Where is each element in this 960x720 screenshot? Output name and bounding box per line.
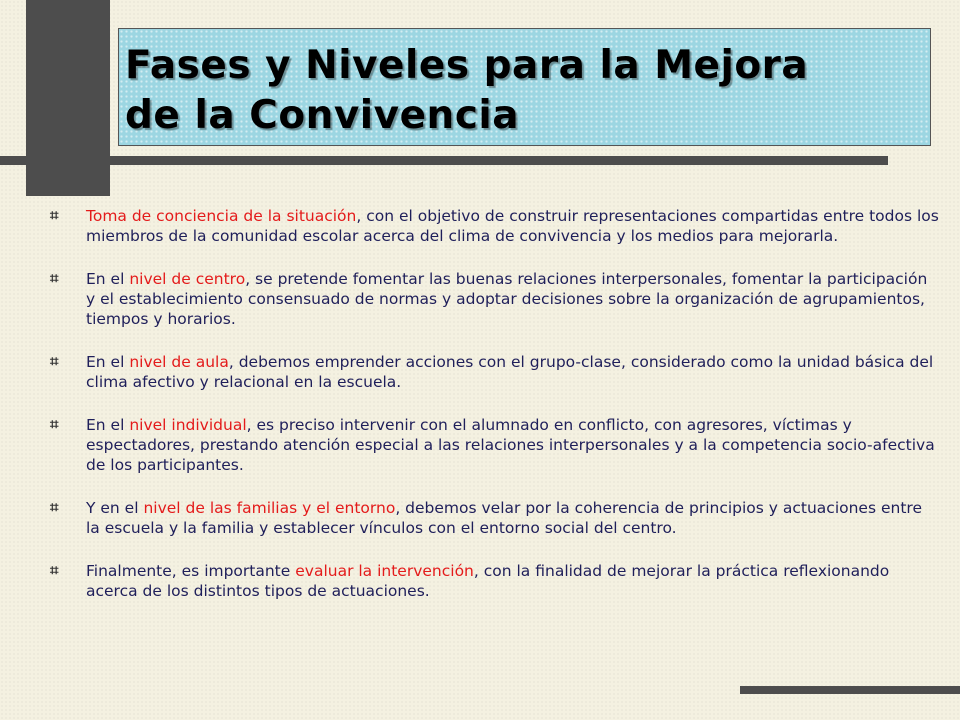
- decorative-horizontal-bar: [0, 156, 888, 165]
- bullet-highlight: nivel de centro: [129, 270, 246, 288]
- bullet-marker-icon: ⌗: [50, 561, 59, 579]
- bullet-text-after: , debemos velar por la coherencia de principios y actuaciones entre la escuela y la familia y establecer vínculos con el entorno social del centro.: [86, 499, 922, 537]
- bullet-text-after: , con la finalidad de mejorar la práctica reflexionando acerca de los distintos tipos de actuaciones.: [86, 562, 890, 600]
- bullet-marker-icon: ⌗: [50, 498, 59, 516]
- bullet-item: [50, 269, 940, 329]
- bullet-highlight: nivel de las familias y el entorno: [143, 499, 396, 517]
- bullet-item: [50, 206, 940, 246]
- bullet-highlight: evaluar la intervención: [295, 562, 474, 580]
- title-line-2: de la Convivencia: [125, 93, 520, 138]
- bullet-text-before: Finalmente, es importante: [86, 562, 296, 580]
- bullet-marker-icon: ⌗: [50, 269, 59, 287]
- title-box: [118, 28, 931, 146]
- bullet-text-after: , se pretende fomentar las buenas relaciones interpersonales, fomentar la participación y el establecimiento consensuado de normas y adoptar decisiones sobre la organización de agrupamientos, tiempos y horarios.: [86, 270, 928, 328]
- decorative-vertical-bar: [26, 0, 110, 196]
- bullet-item: [50, 561, 940, 601]
- bullet-text-after: , debemos emprender acciones con el grupo-clase, considerado como la unidad básica del clima afectivo y relacional en la escuela.: [86, 353, 934, 391]
- bullet-text-before: En el: [86, 353, 130, 371]
- bullet-text-before: Y en el: [86, 499, 144, 517]
- bullet-marker-icon: ⌗: [50, 206, 59, 224]
- bullet-list: [50, 206, 940, 601]
- bullet-item: [50, 415, 940, 475]
- bullet-text-after: , es preciso intervenir con el alumnado en conflicto, con agresores, víctimas y espectadores, prestando atención especial a las relaciones interpersonales y a la competencia socio-afectiva de los participantes.: [86, 416, 935, 474]
- title-line-1: Fases y Niveles para la Mejora: [125, 43, 809, 88]
- bullet-highlight: Toma de conciencia de la situación: [86, 207, 357, 225]
- bullet-text-after: , con el objetivo de construir representaciones compartidas entre todos los miembros de la comunidad escolar acerca del clima de convivencia y los medios para mejorarla.: [86, 207, 939, 245]
- bullet-text-before: En el: [86, 416, 130, 434]
- bullet-highlight: nivel individual: [129, 416, 247, 434]
- bullet-marker-icon: ⌗: [50, 415, 59, 433]
- bullet-item: [50, 498, 940, 538]
- bullet-marker-icon: ⌗: [50, 352, 59, 370]
- page-title: [125, 41, 808, 141]
- bullet-item: [50, 352, 940, 392]
- bullet-text-before: En el: [86, 270, 130, 288]
- bullet-highlight: nivel de aula: [129, 353, 229, 371]
- decorative-bottom-bar: [740, 686, 960, 694]
